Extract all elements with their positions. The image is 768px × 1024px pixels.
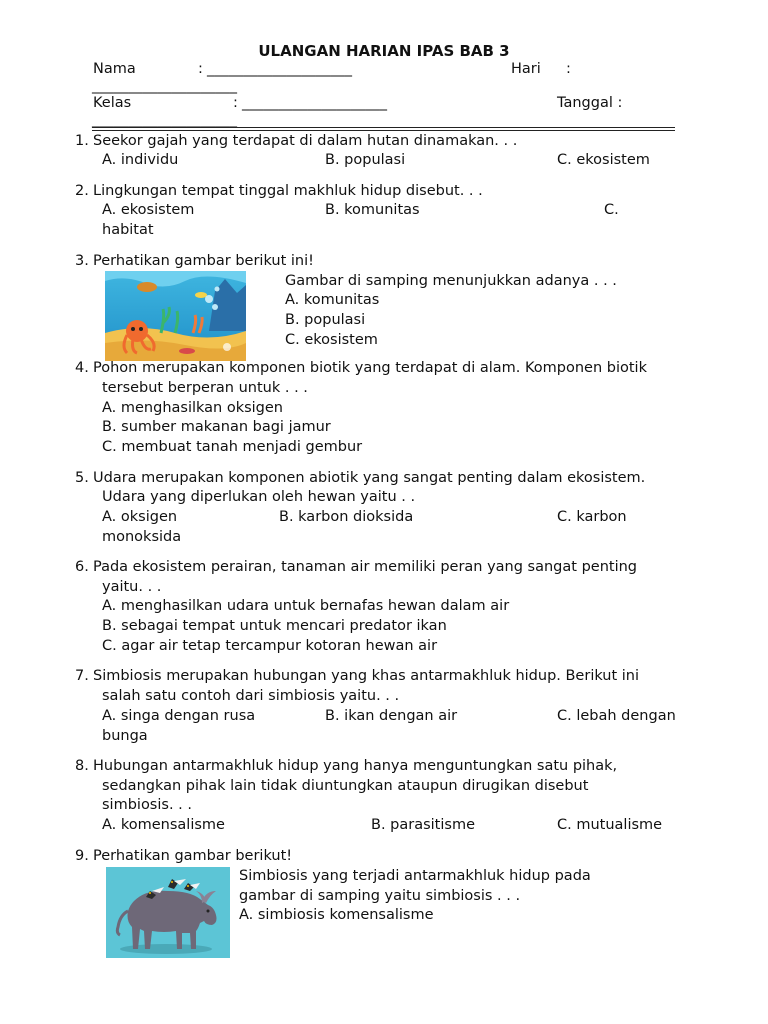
question-number: 9. (75, 848, 89, 864)
question-text-side: Simbiosis yang terjadi antarmakhluk hidup pada (239, 868, 591, 884)
question-text: Pada ekosistem perairan, tanaman air memiliki peran yang sangat penting (93, 559, 637, 575)
option-a[interactable]: A. komunitas (285, 292, 380, 308)
question-text-side: gambar di samping yaitu simbiosis . . . (239, 888, 521, 904)
hari-field[interactable]: ____________________ (92, 78, 237, 94)
option-b[interactable]: B. sebagai tempat untuk mencari predator ikan (102, 618, 447, 634)
question-text: tersebut berperan untuk . . . (102, 380, 308, 396)
option-b[interactable]: B. karbon dioksida (279, 509, 414, 525)
option-c[interactable]: C. (604, 202, 619, 218)
option-b[interactable]: B. populasi (285, 312, 366, 328)
hari-label: Hari (511, 61, 541, 77)
nama-colon: : (198, 61, 203, 77)
question-text: Perhatikan gambar berikut ini! (93, 253, 314, 269)
question-number: 5. (75, 470, 89, 486)
question-text: salah satu contoh dari simbiosis yaitu. . . (102, 688, 400, 704)
question-text-side: Gambar di samping menunjukkan adanya . . . (285, 273, 617, 289)
question-text: Udara merupakan komponen abiotik yang sangat penting dalam ekosistem. (93, 470, 646, 486)
option-b[interactable]: B. sumber makanan bagi jamur (102, 419, 331, 435)
question-number: 3. (75, 253, 89, 269)
option-c-continued[interactable]: monoksida (102, 529, 182, 545)
question-text: Lingkungan tempat tinggal makhluk hidup disebut. . . (93, 183, 483, 199)
question-number: 7. (75, 668, 89, 684)
question-number: 4. (75, 360, 89, 376)
option-c[interactable]: C. karbon (557, 509, 627, 525)
question-text: yaitu. . . (102, 579, 162, 595)
option-b[interactable]: B. komunitas (325, 202, 420, 218)
option-a[interactable]: A. komensalisme (102, 817, 225, 833)
option-c[interactable]: C. ekosistem (285, 332, 378, 348)
tanggal-field[interactable]: ____________________ (92, 112, 237, 128)
nama-field[interactable]: ____________________ (207, 61, 352, 77)
option-c[interactable]: C. membuat tanah menjadi gembur (102, 439, 363, 455)
option-c[interactable]: C. ekosistem (557, 152, 650, 168)
kelas-colon: : (233, 95, 238, 111)
option-c[interactable]: C. agar air tetap tercampur kotoran hewan air (102, 638, 438, 654)
hari-colon: : (566, 61, 571, 77)
question-number: 6. (75, 559, 89, 575)
option-a[interactable]: A. simbiosis komensalisme (239, 907, 434, 923)
option-a[interactable]: A. menghasilkan oksigen (102, 400, 284, 416)
underwater-ecosystem-image (105, 271, 246, 361)
question-text: Udara yang diperlukan oleh hewan yaitu . . (102, 489, 416, 505)
question-text: simbiosis. . . (102, 797, 192, 813)
question-number: 1. (75, 133, 89, 149)
option-b[interactable]: B. parasitisme (371, 817, 475, 833)
tanggal-label: Tanggal : (557, 95, 623, 111)
option-c[interactable]: C. lebah dengan (557, 708, 676, 724)
option-a[interactable]: A. ekosistem (102, 202, 195, 218)
option-c[interactable]: C. mutualisme (557, 817, 663, 833)
option-a[interactable]: A. singa dengan rusa (102, 708, 256, 724)
option-a[interactable]: A. menghasilkan udara untuk bernafas hewan dalam air (102, 598, 510, 614)
option-b[interactable]: B. populasi (325, 152, 406, 168)
option-b[interactable]: B. ikan dengan air (325, 708, 458, 724)
option-c-continued[interactable]: bunga (102, 728, 148, 744)
option-a[interactable]: A. individu (102, 152, 179, 168)
question-text: Pohon merupakan komponen biotik yang terdapat di alam. Komponen biotik (93, 360, 647, 376)
question-text: Perhatikan gambar berikut! (93, 848, 293, 864)
question-text: Seekor gajah yang terdapat di dalam hutan dinamakan. . . (93, 133, 518, 149)
kelas-field[interactable]: ____________________ (242, 95, 387, 111)
question-text: sedangkan pihak lain tidak diuntungkan ataupun dirugikan disebut (102, 778, 589, 794)
question-number: 8. (75, 758, 89, 774)
option-c-continued[interactable]: habitat (102, 222, 154, 238)
kelas-label: Kelas (93, 95, 132, 111)
question-text: Hubungan antarmakhluk hidup yang hanya menguntungkan satu pihak, (93, 758, 618, 774)
option-a[interactable]: A. oksigen (102, 509, 178, 525)
nama-label: Nama (93, 61, 136, 77)
question-number: 2. (75, 183, 89, 199)
header-divider-top (92, 127, 675, 128)
buffalo-birds-image (106, 867, 230, 958)
question-text: Simbiosis merupakan hubungan yang khas antarmakhluk hidup. Berikut ini (93, 668, 640, 684)
page-title: ULANGAN HARIAN IPAS BAB 3 (258, 42, 510, 60)
